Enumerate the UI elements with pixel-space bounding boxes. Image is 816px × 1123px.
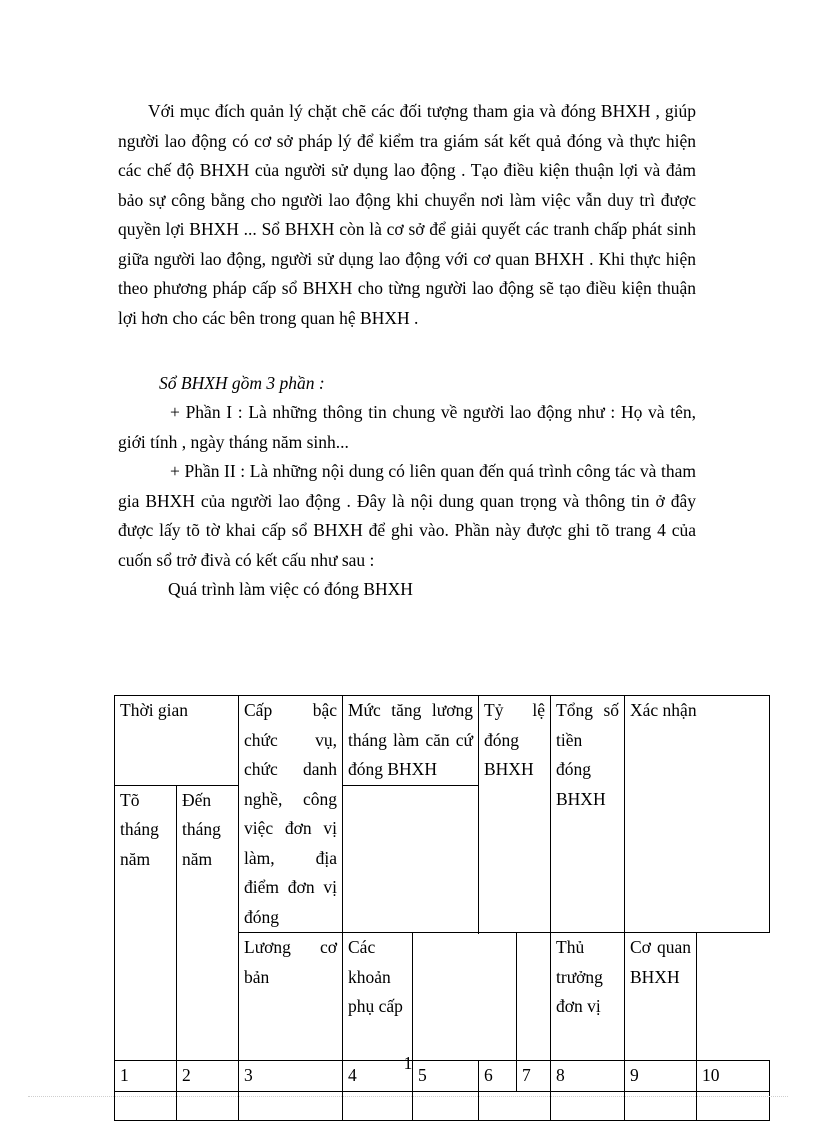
col-number-3: 3 xyxy=(239,1061,343,1092)
header-thoi-gian: Thời gian xyxy=(115,696,239,786)
col-number-7: 7 xyxy=(517,1061,551,1092)
header-xac-nhan: Xác nhận xyxy=(625,696,770,933)
header-muc-tang-luong-cont xyxy=(343,785,479,933)
header-luong-co-ban: Lương cơ bản xyxy=(239,933,343,1061)
header-den-thang-nam: Đến tháng năm xyxy=(177,785,239,1061)
col-number-10: 10 xyxy=(697,1061,770,1092)
page-number: 1 xyxy=(403,1053,413,1073)
section-heading: Sổ BHXH gồm 3 phần : xyxy=(159,373,325,393)
table-caption: Quá trình làm việc có đóng BHXH xyxy=(168,579,413,599)
col-number-1: 1 xyxy=(115,1061,177,1092)
header-ty-le-dong-lower xyxy=(413,933,517,1061)
col-number-6: 6 xyxy=(479,1061,517,1092)
header-tong-so-tien-lower xyxy=(517,933,551,1061)
header-cap-bac: Cấp bậc chức vụ, chức danh nghề, công việc đơn vị làm, địa điểm đơn vị đóng xyxy=(239,696,343,933)
part-2-paragraph: + Phần II : Là những nội dung có liên quan đến quá trình công tác và tham gia BHXH của người lao động . Đây là nội dung quan trọng và thông tin ở đây được lấy tõ tờ khai cấp sổ BHXH để ghi vào. Phần này được ghi tõ trang 4 của cuốn sổ trở đivà có kết cấu như sau : xyxy=(118,461,696,570)
header-tong-so-tien: Tổng số tiền đóng BHXH xyxy=(551,696,625,933)
header-co-quan: Cơ quan BHXH xyxy=(625,933,697,1061)
footer-divider xyxy=(28,1096,788,1097)
col-number-5: 5 xyxy=(413,1061,479,1092)
header-thu-truong: Thủ trưởng đơn vị xyxy=(551,933,625,1061)
col-number-4: 4 xyxy=(343,1061,413,1092)
col-number-8: 8 xyxy=(551,1061,625,1092)
header-tu-thang-nam: Tõ tháng năm xyxy=(115,785,177,1061)
col-number-9: 9 xyxy=(625,1061,697,1092)
header-ty-le-dong: Tỷ lệ đóng BHXH xyxy=(479,696,551,933)
col-number-2: 2 xyxy=(177,1061,239,1092)
part-1-paragraph: + Phần I : Là những thông tin chung về người lao động như : Họ và tên, giới tính , ngày tháng năm sinh... xyxy=(118,402,696,452)
header-muc-tang-luong: Mức tăng lương tháng làm căn cứ đóng BHXH xyxy=(343,696,479,786)
intro-paragraph: Với mục đích quản lý chặt chẽ các đối tượng tham gia và đóng BHXH , giúp người lao động có cơ sở pháp lý để kiểm tra giám sát kết quả đóng và thực hiện các chế độ BHXH của người sử dụng lao động . Tạo điều kiện thuận lợi và đảm bảo sự công bằng cho người lao động khi chuyển nơi làm việc vẫn duy trì được quyền lợi BHXH ... Sổ BHXH còn là cơ sở để giải quyết các tranh chấp phát sinh giữa người lao động, người sử dụng lao động với cơ quan BHXH . Khi thực hiện theo phương pháp cấp sổ BHXH cho từng người lao động sẽ tạo điều kiện thuận lợi hơn cho các bên trong quan hệ BHXH . xyxy=(118,101,696,328)
header-cac-khoan-phu-cap: Các khoản phụ cấp xyxy=(343,933,413,1061)
